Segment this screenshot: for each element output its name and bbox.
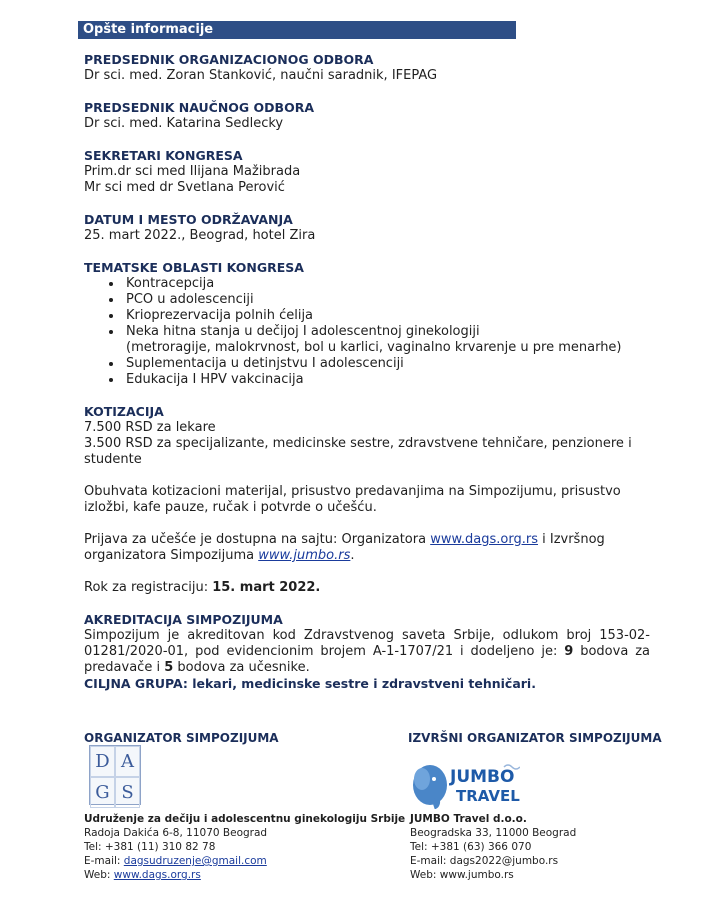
secretary-2: Mr sci med dr Svetlana Perović	[84, 180, 285, 195]
organizer-email-link[interactable]: dagsudruzenje@gmail.com	[123, 855, 267, 867]
main-content	[84, 52, 650, 692]
list-item: PCO u adolescenciji	[126, 292, 650, 308]
date-place-text: 25. mart 2022., Beograd, hotel Zira	[84, 228, 316, 243]
section-header: Opšte informacije	[78, 21, 516, 39]
executive-address: JUMBO Travel d.o.o. Beogradska 33, 11000 Beograd Tel: +381 (63) 366 070 E-mail: dags2022@jumbo.rs Web: www.jumbo.rs	[410, 813, 577, 881]
sci-committee-text: Dr sci. med. Katarina Sedlecky	[84, 116, 284, 131]
list-item: Kontracepcija	[126, 276, 650, 292]
list-item: Edukacija I HPV vakcinacija	[126, 372, 650, 388]
list-item: Suplementacija u detinjstvu I adolescenciji	[126, 356, 650, 372]
fee-includes: Obuhvata kotizacioni materijal, prisustvo predavanjima na Simpozijumu, prisustvo izložbi, kafe pauze, ručak i potvrde o učešću.	[84, 484, 621, 515]
executive-title: IZVRŠNI ORGANIZATOR SIMPOZIJUMA	[408, 731, 662, 745]
accreditation-heading: AKREDITACIJA SIMPOZIJUMA	[84, 612, 283, 627]
target-group: CILJNA GRUPA: lekari, medicinske sestre i zdravstveni tehničari.	[84, 676, 536, 691]
dags-link[interactable]: www.dags.org.rs	[430, 532, 538, 547]
svg-text:TRAVEL: TRAVEL	[456, 787, 520, 805]
svg-text:JUMBO: JUMBO	[450, 767, 515, 787]
organizer-address: Udruženje za dečiju i adolescentnu ginekologiju Srbije Radoja Dakića 6-8, 11070 Beograd Tel: +381 (11) 310 82 78 E-mail: dagsudruzenje@gmail.com Web: www.dags.org.rs	[84, 813, 406, 881]
registration-deadline: Rok za registraciju: 15. mart 2022.	[84, 580, 321, 595]
fee-others: 3.500 RSD za specijalizante, medicinske sestre, zdravstvene tehničare, penzionere i studente	[84, 436, 632, 467]
org-committee-text: Dr sci. med. Zoran Stanković, naučni saradnik, IFEPAG	[84, 68, 438, 83]
secretary-1: Prim.dr sci med Ilijana Mažibrada	[84, 164, 301, 179]
accreditation-text: Simpozijum je akreditovan kod Zdravstvenog saveta Srbije, odlukom broj 153-02-01281/2020-01, pod evidencionim brojem A-1-1707/21 i dodeljeno je: 9 bodova za predavače i 5 bodova za učesnike.	[84, 628, 650, 675]
jumbo-link[interactable]: www.jumbo.rs	[258, 548, 351, 563]
deadline-date: 15. mart 2022.	[212, 580, 321, 595]
registration-info: Prijava za učešće je dostupna na sajtu: Organizatora www.dags.org.rs i Izvršnog organizatora Simpozijuma www.jumbo.rs.	[84, 532, 605, 563]
date-place-heading: DATUM I MESTO ODRŽAVANJA	[84, 212, 293, 227]
list-item: Krioprezervacija polnih ćelija	[126, 308, 650, 324]
org-committee-heading: PREDSEDNIK ORGANIZACIONOG ODBORA	[84, 52, 374, 67]
topics-list	[84, 276, 650, 388]
fee-heading: KOTIZACIJA	[84, 404, 164, 419]
fee-doctors: 7.500 RSD za lekare	[84, 420, 216, 435]
organizer-web-link[interactable]: www.dags.org.rs	[113, 869, 201, 881]
list-item-subtext: (metroragije, malokrvnost, bol u karlici, vaginalno krvarenje u pre menarhe)	[126, 340, 622, 355]
jumbo-logo	[410, 757, 520, 809]
topics-heading: TEMATSKE OBLASTI KONGRESA	[84, 260, 304, 275]
secretaries-heading: SEKRETARI KONGRESA	[84, 148, 243, 163]
list-item-text: Neka hitna stanja u dečijoj I adolescentnoj ginekologiji	[126, 324, 480, 339]
organizer-title: ORGANIZATOR SIMPOZIJUMA	[84, 731, 279, 745]
list-item	[126, 324, 650, 356]
sci-committee-heading: PREDSEDNIK NAUČNOG ODBORA	[84, 100, 314, 115]
dags-logo: D A G S	[89, 745, 141, 805]
